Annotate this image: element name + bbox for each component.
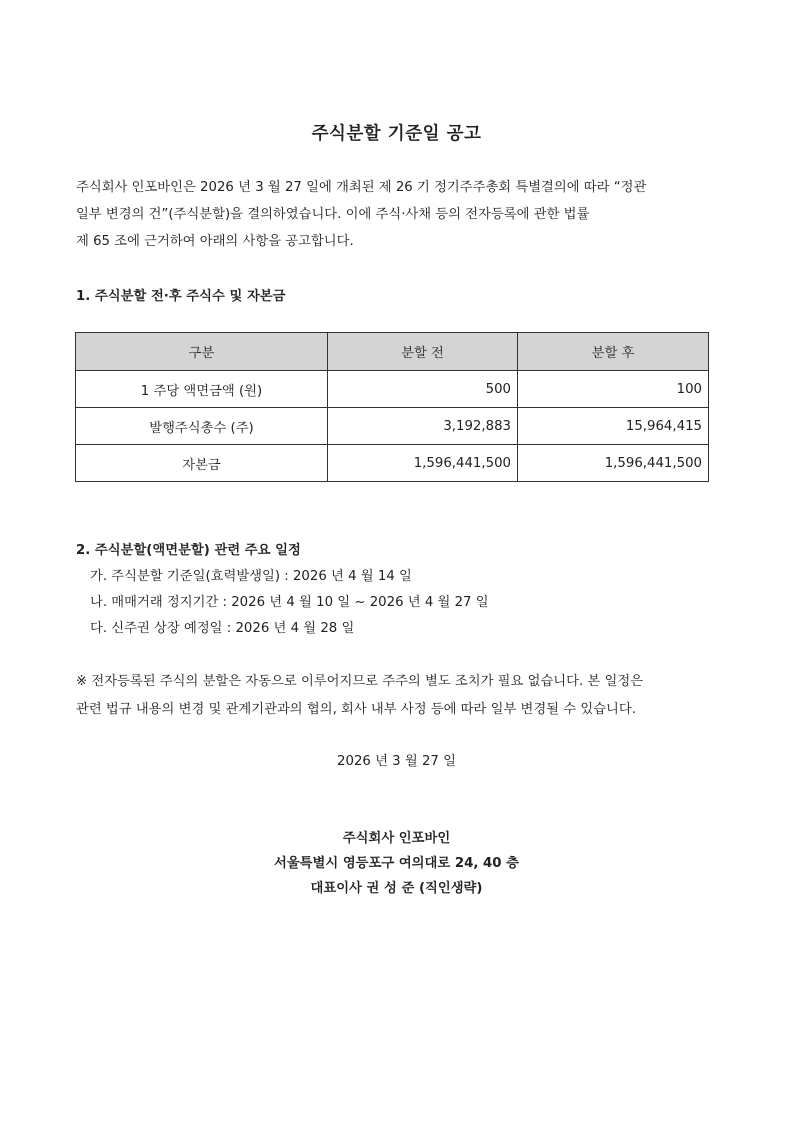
intro-line: 주식회사 인포바인은 2026 년 3 월 27 일에 개최된 제 26 기 정기주주총회 특별결의에 따라 “정관	[76, 180, 647, 195]
intro-line: 제 65 조에 근거하여 아래의 사항을 공고합니다.	[76, 234, 354, 249]
remark-line: ※ 전자등록된 주식의 분할은 자동으로 이루어지므로 주주의 별도 조치가 필요 없습니다. 본 일정은	[76, 674, 644, 689]
column-header-after: 분할 후	[518, 333, 709, 371]
table-row	[76, 445, 709, 482]
table-row	[76, 408, 709, 445]
section1-heading: 1. 주식분할 전·후 주식수 및 자본금	[76, 289, 286, 304]
value-after: 15,964,415	[518, 408, 709, 445]
section2	[76, 541, 489, 645]
value-before: 3,192,883	[328, 408, 518, 445]
share-split-table	[75, 332, 709, 482]
row-label: 발행주식총수 (주)	[76, 408, 328, 445]
value-before: 500	[328, 371, 518, 408]
column-header-category: 구분	[76, 333, 328, 371]
notice-remark	[76, 672, 716, 728]
value-before: 1,596,441,500	[328, 445, 518, 482]
company-address: 서울특별시 영등포구 여의대로 24, 40 층	[273, 856, 520, 871]
intro-paragraph	[76, 178, 721, 259]
value-after: 1,596,441,500	[518, 445, 709, 482]
schedule-item: 나. 매매거래 정지기간 : 2026 년 4 월 10 일 ~ 2026 년 4 월 27 일	[90, 595, 489, 610]
page-title: 주식분할 기준일 공고	[311, 124, 482, 144]
column-header-before: 분할 전	[328, 333, 518, 371]
table-header-row	[76, 333, 709, 371]
notice-date: 2026 년 3 월 27 일	[337, 754, 456, 769]
row-label: 자본금	[76, 445, 328, 482]
value-after: 100	[518, 371, 709, 408]
ceo-signature-line: 대표이사 권 성 준 (직인생략)	[310, 881, 483, 896]
issuer-block	[0, 828, 793, 903]
row-label: 1 주당 액면금액 (원)	[76, 371, 328, 408]
remark-line: 관련 법규 내용의 변경 및 관계기관과의 협의, 회사 내부 사정 등에 따라 일부 변경될 수 있습니다.	[76, 702, 636, 717]
intro-line: 일부 변경의 건”(주식분할)을 결의하였습니다. 이에 주식·사채 등의 전자등록에 관한 법률	[76, 207, 590, 222]
company-name: 주식회사 인포바인	[342, 831, 451, 846]
schedule-item: 가. 주식분할 기준일(효력발생일) : 2026 년 4 월 14 일	[90, 569, 412, 584]
table-row	[76, 371, 709, 408]
section2-heading: 2. 주식분할(액면분할) 관련 주요 일정	[76, 543, 301, 558]
schedule-item: 다. 신주권 상장 예정일 : 2026 년 4 월 28 일	[90, 621, 355, 636]
